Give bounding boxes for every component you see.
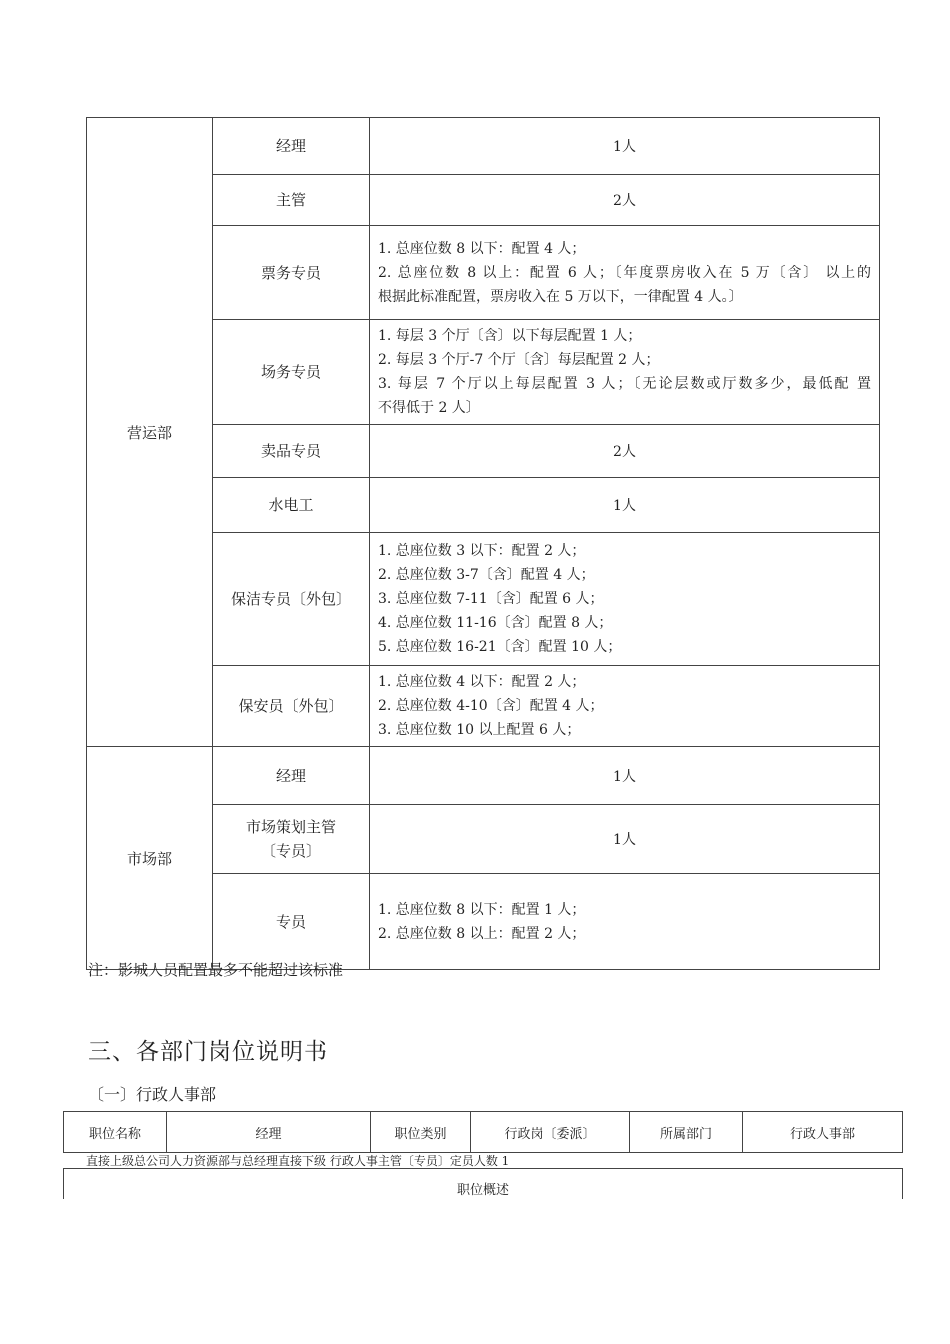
job-description-table [63, 1111, 903, 1153]
rule-line: 不得低于 2 人〕 [378, 400, 480, 416]
position-cell: 场务专员 [213, 320, 370, 425]
table-row [87, 118, 880, 175]
job-category-value: 行政岗〔委派〕 [471, 1112, 630, 1153]
rule-line: 1. 总座位数 8 以下：配置 1 人； [378, 901, 586, 918]
staffing-standard-table [86, 117, 880, 970]
subsection-title: 〔一〕行政人事部 [88, 1085, 217, 1104]
rule-line: 3. 每层 7 个厅以上每层配置 3 人；〔无论层数或厅数多少，最低配 置 [378, 376, 871, 392]
quota-rules-cell [370, 874, 880, 970]
job-title-label: 职位名称 [64, 1112, 167, 1153]
rule-line: 5. 总座位数 16-21〔含〕配置 10 人； [378, 639, 622, 655]
rule-line: 4. 总座位数 11-16〔含〕配置 8 人； [378, 615, 613, 631]
quota-cell: 1人 [370, 118, 880, 175]
quota-cell: 1人 [370, 805, 880, 874]
job-overview-box [63, 1168, 903, 1199]
rule-line: 3. 总座位数 10 以上配置 6 人； [378, 722, 581, 738]
position-cell: 票务专员 [213, 226, 370, 320]
rule-line: 2. 总座位数 4-10〔含〕配置 4 人； [378, 698, 604, 714]
rule-line: 1. 总座位数 4 以下：配置 2 人； [378, 674, 586, 690]
position-cell: 水电工 [213, 478, 370, 533]
position-cell: 卖品专员 [213, 425, 370, 478]
quota-rules-cell [370, 226, 880, 320]
quota-cell: 2人 [370, 425, 880, 478]
dept-cell-marketing: 市场部 [87, 747, 213, 970]
position-cell: 主管 [213, 175, 370, 226]
quota-cell: 1人 [370, 478, 880, 533]
position-cell: 经理 [213, 118, 370, 175]
position-cell: 保洁专员〔外包〕 [213, 533, 370, 666]
quota-cell: 2人 [370, 175, 880, 226]
rule-line: 1. 总座位数 3 以下：配置 2 人； [378, 543, 586, 559]
position-cell: 经理 [213, 747, 370, 805]
department-value: 行政人事部 [743, 1112, 903, 1153]
rule-line: 2. 总座位数 3-7〔含〕配置 4 人； [378, 567, 595, 583]
section-title: 三、各部门岗位说明书 [88, 1039, 328, 1065]
rule-line: 1. 总座位数 8 以下：配置 4 人； [378, 240, 586, 257]
job-overview-label: 职位概述 [456, 1183, 509, 1198]
job-title-value: 经理 [167, 1112, 371, 1153]
position-line: 市场策划主管 [245, 818, 336, 836]
rule-line: 3. 总座位数 7-11〔含〕配置 6 人； [378, 591, 604, 607]
rule-line: 1. 每层 3 个厅〔含〕以下每层配置 1 人； [378, 328, 642, 344]
rule-line: 2. 总座位数 8 以上：配置 6 人；〔年度票房收入在 5 万〔含〕 以上的 [378, 264, 871, 281]
reporting-line-text: 直接上级总公司人力资源部与总经理直接下级 行政人事主管〔专员〕定员人数 1 [86, 1154, 510, 1168]
quota-rules-cell [370, 533, 880, 666]
table-row [87, 747, 880, 805]
quota-rules-cell [370, 320, 880, 425]
rule-line: 根据此标准配置，票房收入在 5 万以下，一律配置 4 人。〕 [378, 288, 743, 305]
job-category-label: 职位类别 [371, 1112, 471, 1153]
dept-cell-operations: 营运部 [87, 118, 213, 747]
position-line: 〔专员〕 [260, 842, 321, 860]
rule-line: 2. 总座位数 8 以上：配置 2 人； [378, 925, 586, 942]
quota-cell: 1人 [370, 747, 880, 805]
rule-line: 2. 每层 3 个厅-7 个厅〔含〕每层配置 2 人； [378, 352, 660, 368]
position-cell [213, 805, 370, 874]
table-note: 注：影城人员配置最多不能超过该标准 [88, 961, 344, 979]
position-cell: 保安员〔外包〕 [213, 666, 370, 747]
department-label: 所属部门 [630, 1112, 743, 1153]
quota-rules-cell [370, 666, 880, 747]
table-row [64, 1112, 903, 1153]
position-cell: 专员 [213, 874, 370, 970]
